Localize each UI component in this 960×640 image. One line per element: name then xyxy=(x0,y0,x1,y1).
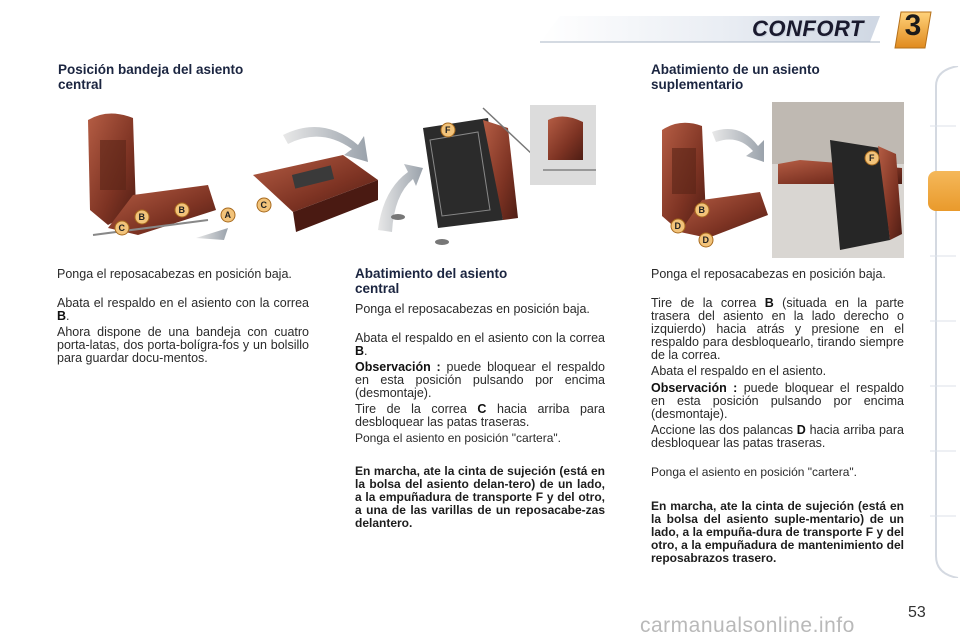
extra-seat-illustration xyxy=(650,100,906,260)
label-b: B xyxy=(698,205,705,215)
middle-paragraph-3 xyxy=(355,361,605,400)
lever-letter: D xyxy=(796,423,806,437)
label-c: C xyxy=(260,200,267,210)
text-run: puede bloquear el respaldo en esta posición pulsando por encima (desmontaje). xyxy=(651,381,904,421)
text-run: Tire de la correa xyxy=(355,402,478,416)
watermark: carmanualsonline.info xyxy=(640,614,855,637)
title-line: central xyxy=(355,281,400,296)
label-d: D xyxy=(674,221,681,231)
observation-label: Observación : xyxy=(355,360,441,374)
arrow-icon xyxy=(378,164,423,232)
text-run: Accione las dos palancas xyxy=(651,423,797,437)
arrow-icon xyxy=(196,228,228,240)
seat-folded xyxy=(253,155,378,232)
strap-letter: B xyxy=(764,296,774,310)
arrow-icon xyxy=(712,129,764,162)
seat-cartera xyxy=(423,108,533,228)
chapter-tab-rail xyxy=(926,66,960,578)
text-run: Abata el respaldo en el asiento con la correa xyxy=(57,296,309,310)
label-d: D xyxy=(702,235,709,245)
text-run: hacia arriba para desbloquear las patas traseras. xyxy=(355,402,605,429)
arrow-icon xyxy=(283,127,368,162)
right-paragraph-4 xyxy=(651,382,904,421)
middle-paragraph-5: Ponga el asiento en posición "cartera". xyxy=(355,431,561,445)
label-b: B xyxy=(138,212,145,222)
seat-upright xyxy=(88,113,216,235)
observation-label: Observación : xyxy=(651,381,738,395)
seat-tray-illustration xyxy=(78,100,598,250)
title-line: Abatimiento del asiento xyxy=(355,266,508,281)
text-run: . xyxy=(66,309,70,323)
left-paragraph-2 xyxy=(57,297,309,323)
label-f: F xyxy=(445,125,451,135)
right-paragraph-6: Ponga el asiento en posición "cartera". xyxy=(651,465,857,479)
title-line: Abatimiento de un asiento xyxy=(651,62,820,77)
middle-paragraph-1: Ponga el reposacabezas en posición baja. xyxy=(355,302,590,316)
section-title-abatimiento-central xyxy=(355,266,605,296)
right-paragraph-2 xyxy=(651,297,904,362)
left-paragraph-3: Ahora dispone de una bandeja con cuatro porta-latas, dos porta-bolígra-fos y un bolsillo para guardar docu-mentos. xyxy=(57,325,309,365)
text-run: puede bloquear el respaldo en esta posición pulsando por encima (desmontaje). xyxy=(355,360,605,400)
title-line: central xyxy=(58,77,103,92)
right-note: En marcha, ate la cinta de sujeción (está en la bolsa del asiento suple-mentario) de un lado, a la empuña-dura de transporte F y del otro, a la empuñadura de mantenimiento del reposabrazos trasero. xyxy=(651,499,904,565)
text-run: Abata el respaldo en el asiento con la correa xyxy=(355,331,605,345)
section-title-bandeja xyxy=(58,62,318,92)
right-paragraph-1: Ponga el reposacabezas en posición baja. xyxy=(651,267,886,281)
text-run: . xyxy=(364,344,368,358)
title-line: suplementario xyxy=(651,77,744,92)
text-run: hacia arriba para desbloquear las patas traseras. xyxy=(651,423,904,450)
chapter-number: 3 xyxy=(904,9,922,42)
middle-paragraph-4 xyxy=(355,403,605,429)
strap-letter: C xyxy=(477,402,487,416)
middle-paragraph-2 xyxy=(355,332,605,358)
text-run: (situada en la parte trasera del asiento en la lado derecho o izquierdo) hacia atrás y presione en el respaldo para desbloquearlo, tirando siempre de la correa. xyxy=(651,296,904,362)
title-line: Posición bandeja del asiento xyxy=(58,62,244,77)
left-paragraph-1: Ponga el reposacabezas en posición baja. xyxy=(57,267,292,281)
page-number: 53 xyxy=(908,604,926,621)
middle-note: En marcha, ate la cinta de sujeción (está en la bolsa del asiento delan-tero) de un lado, a la empuñadura de transporte F y del otro, a una de las varillas de un reposacabe-zas delantero. xyxy=(355,464,605,530)
label-a: A xyxy=(224,210,231,220)
label-c: C xyxy=(118,223,125,233)
chapter-title: CONFORT xyxy=(752,16,864,41)
right-paragraph-5 xyxy=(651,424,904,450)
strap-letter: B xyxy=(57,309,67,323)
text-run: Tire de la correa xyxy=(651,296,765,310)
label-b: B xyxy=(178,205,185,215)
right-paragraph-3: Abata el respaldo en el asiento. xyxy=(651,364,827,378)
strap-letter: B xyxy=(355,344,365,358)
tab-confort-active[interactable] xyxy=(928,171,960,211)
label-f: F xyxy=(869,153,875,163)
section-title-suplementario xyxy=(651,62,901,92)
